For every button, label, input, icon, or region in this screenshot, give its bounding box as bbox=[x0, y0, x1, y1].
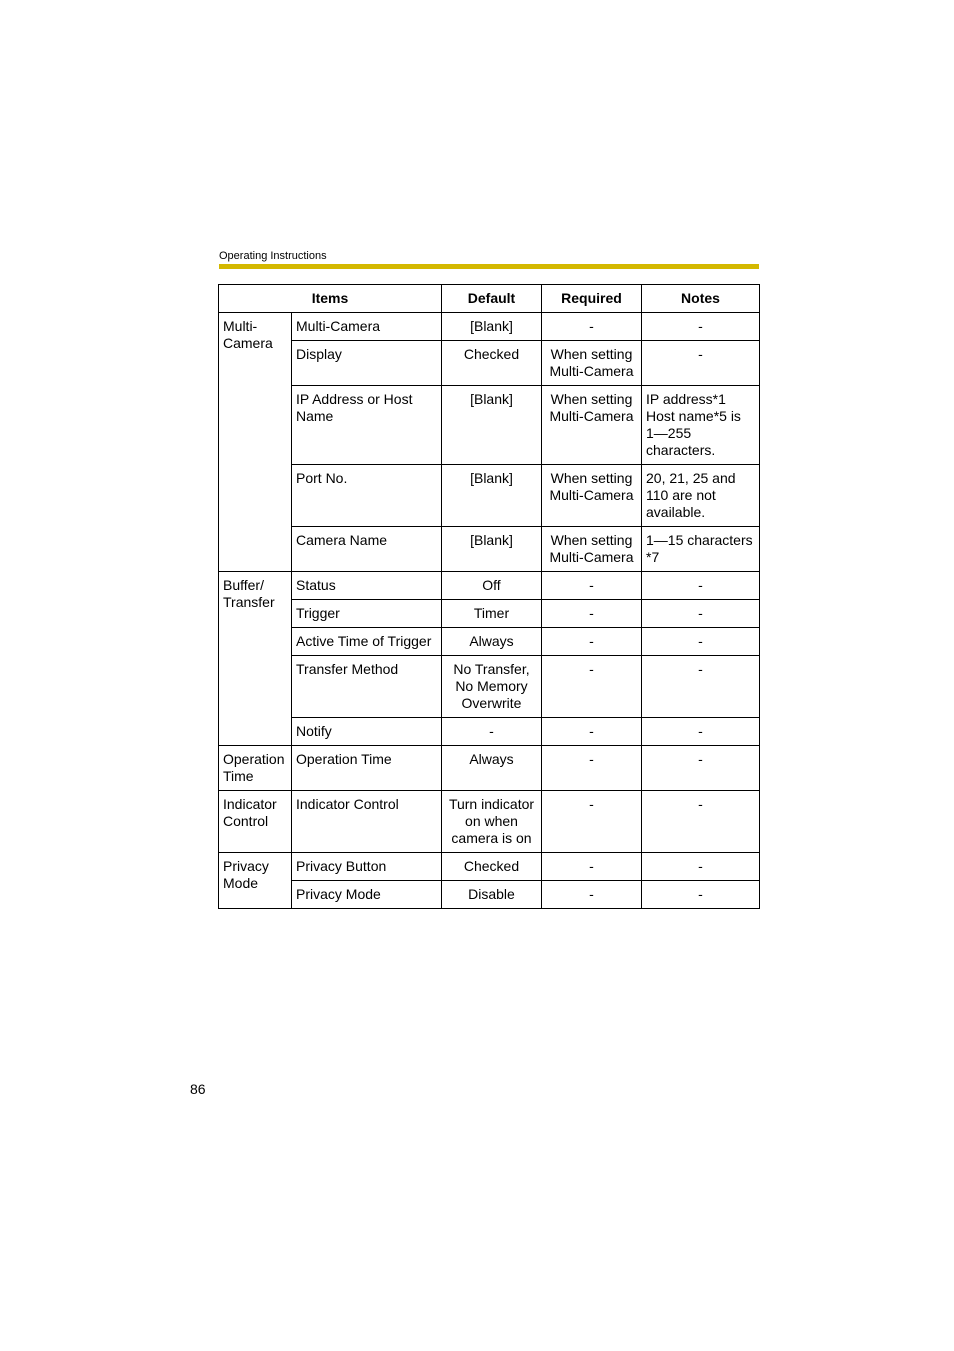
required-cell: - bbox=[542, 718, 642, 746]
table-row bbox=[219, 600, 760, 628]
notes-cell: - bbox=[642, 881, 760, 909]
notes-cell: - bbox=[642, 746, 760, 791]
notes-cell: IP address*1 Host name*5 is 1—255 characters. bbox=[642, 386, 760, 465]
notes-cell: - bbox=[642, 572, 760, 600]
column-header-required: Required bbox=[542, 285, 642, 313]
notes-cell: 1—15 characters *7 bbox=[642, 527, 760, 572]
item-cell: Camera Name bbox=[292, 527, 442, 572]
notes-cell: - bbox=[642, 600, 760, 628]
notes-cell: 20, 21, 25 and 110 are not available. bbox=[642, 465, 760, 527]
item-cell: Port No. bbox=[292, 465, 442, 527]
default-cell: [Blank] bbox=[442, 465, 542, 527]
table-row bbox=[219, 527, 760, 572]
running-header: Operating Instructions bbox=[219, 250, 327, 262]
default-cell: Disable bbox=[442, 881, 542, 909]
item-cell: Status bbox=[292, 572, 442, 600]
required-cell: - bbox=[542, 656, 642, 718]
default-cell: Checked bbox=[442, 341, 542, 386]
table-row bbox=[219, 386, 760, 465]
required-cell: - bbox=[542, 791, 642, 853]
required-cell: When setting Multi-Camera bbox=[542, 341, 642, 386]
item-cell: Transfer Method bbox=[292, 656, 442, 718]
required-cell: - bbox=[542, 746, 642, 791]
column-header-notes: Notes bbox=[642, 285, 760, 313]
required-cell: - bbox=[542, 853, 642, 881]
table-row bbox=[219, 313, 760, 341]
table-row bbox=[219, 791, 760, 853]
default-cell: Turn indicator on when camera is on bbox=[442, 791, 542, 853]
item-cell: Privacy Mode bbox=[292, 881, 442, 909]
table-row bbox=[219, 465, 760, 527]
default-cell: Always bbox=[442, 746, 542, 791]
item-cell: Notify bbox=[292, 718, 442, 746]
required-cell: When setting Multi-Camera bbox=[542, 465, 642, 527]
item-cell: IP Address or Host Name bbox=[292, 386, 442, 465]
required-cell: - bbox=[542, 313, 642, 341]
group-label: Indicator Control bbox=[219, 791, 292, 853]
group-label: Operation Time bbox=[219, 746, 292, 791]
required-cell: - bbox=[542, 628, 642, 656]
required-cell: - bbox=[542, 881, 642, 909]
default-cell: [Blank] bbox=[442, 313, 542, 341]
group-label: Buffer/ Transfer bbox=[219, 572, 292, 746]
notes-cell: - bbox=[642, 718, 760, 746]
item-cell: Active Time of Trigger bbox=[292, 628, 442, 656]
default-cell: [Blank] bbox=[442, 527, 542, 572]
notes-cell: - bbox=[642, 853, 760, 881]
table-row bbox=[219, 881, 760, 909]
table-row bbox=[219, 853, 760, 881]
table-row bbox=[219, 572, 760, 600]
notes-cell: - bbox=[642, 791, 760, 853]
page-number: 86 bbox=[190, 1081, 206, 1097]
table-row bbox=[219, 656, 760, 718]
item-cell: Multi-Camera bbox=[292, 313, 442, 341]
required-cell: When setting Multi-Camera bbox=[542, 527, 642, 572]
required-cell: When setting Multi-Camera bbox=[542, 386, 642, 465]
notes-cell: - bbox=[642, 341, 760, 386]
settings-table bbox=[218, 284, 760, 909]
default-cell: No Transfer, No Memory Overwrite bbox=[442, 656, 542, 718]
table-row bbox=[219, 746, 760, 791]
column-header-default: Default bbox=[442, 285, 542, 313]
item-cell: Privacy Button bbox=[292, 853, 442, 881]
item-cell: Trigger bbox=[292, 600, 442, 628]
default-cell: Checked bbox=[442, 853, 542, 881]
default-cell: [Blank] bbox=[442, 386, 542, 465]
default-cell: Off bbox=[442, 572, 542, 600]
header-rule bbox=[219, 264, 759, 269]
item-cell: Display bbox=[292, 341, 442, 386]
notes-cell: - bbox=[642, 656, 760, 718]
table-row bbox=[219, 628, 760, 656]
table-row bbox=[219, 718, 760, 746]
group-label: Multi- Camera bbox=[219, 313, 292, 572]
required-cell: - bbox=[542, 572, 642, 600]
required-cell: - bbox=[542, 600, 642, 628]
table-row bbox=[219, 341, 760, 386]
column-header-items: Items bbox=[219, 285, 442, 313]
notes-cell: - bbox=[642, 628, 760, 656]
notes-cell: - bbox=[642, 313, 760, 341]
item-cell: Operation Time bbox=[292, 746, 442, 791]
group-label: Privacy Mode bbox=[219, 853, 292, 909]
default-cell: Always bbox=[442, 628, 542, 656]
default-cell: - bbox=[442, 718, 542, 746]
item-cell: Indicator Control bbox=[292, 791, 442, 853]
default-cell: Timer bbox=[442, 600, 542, 628]
